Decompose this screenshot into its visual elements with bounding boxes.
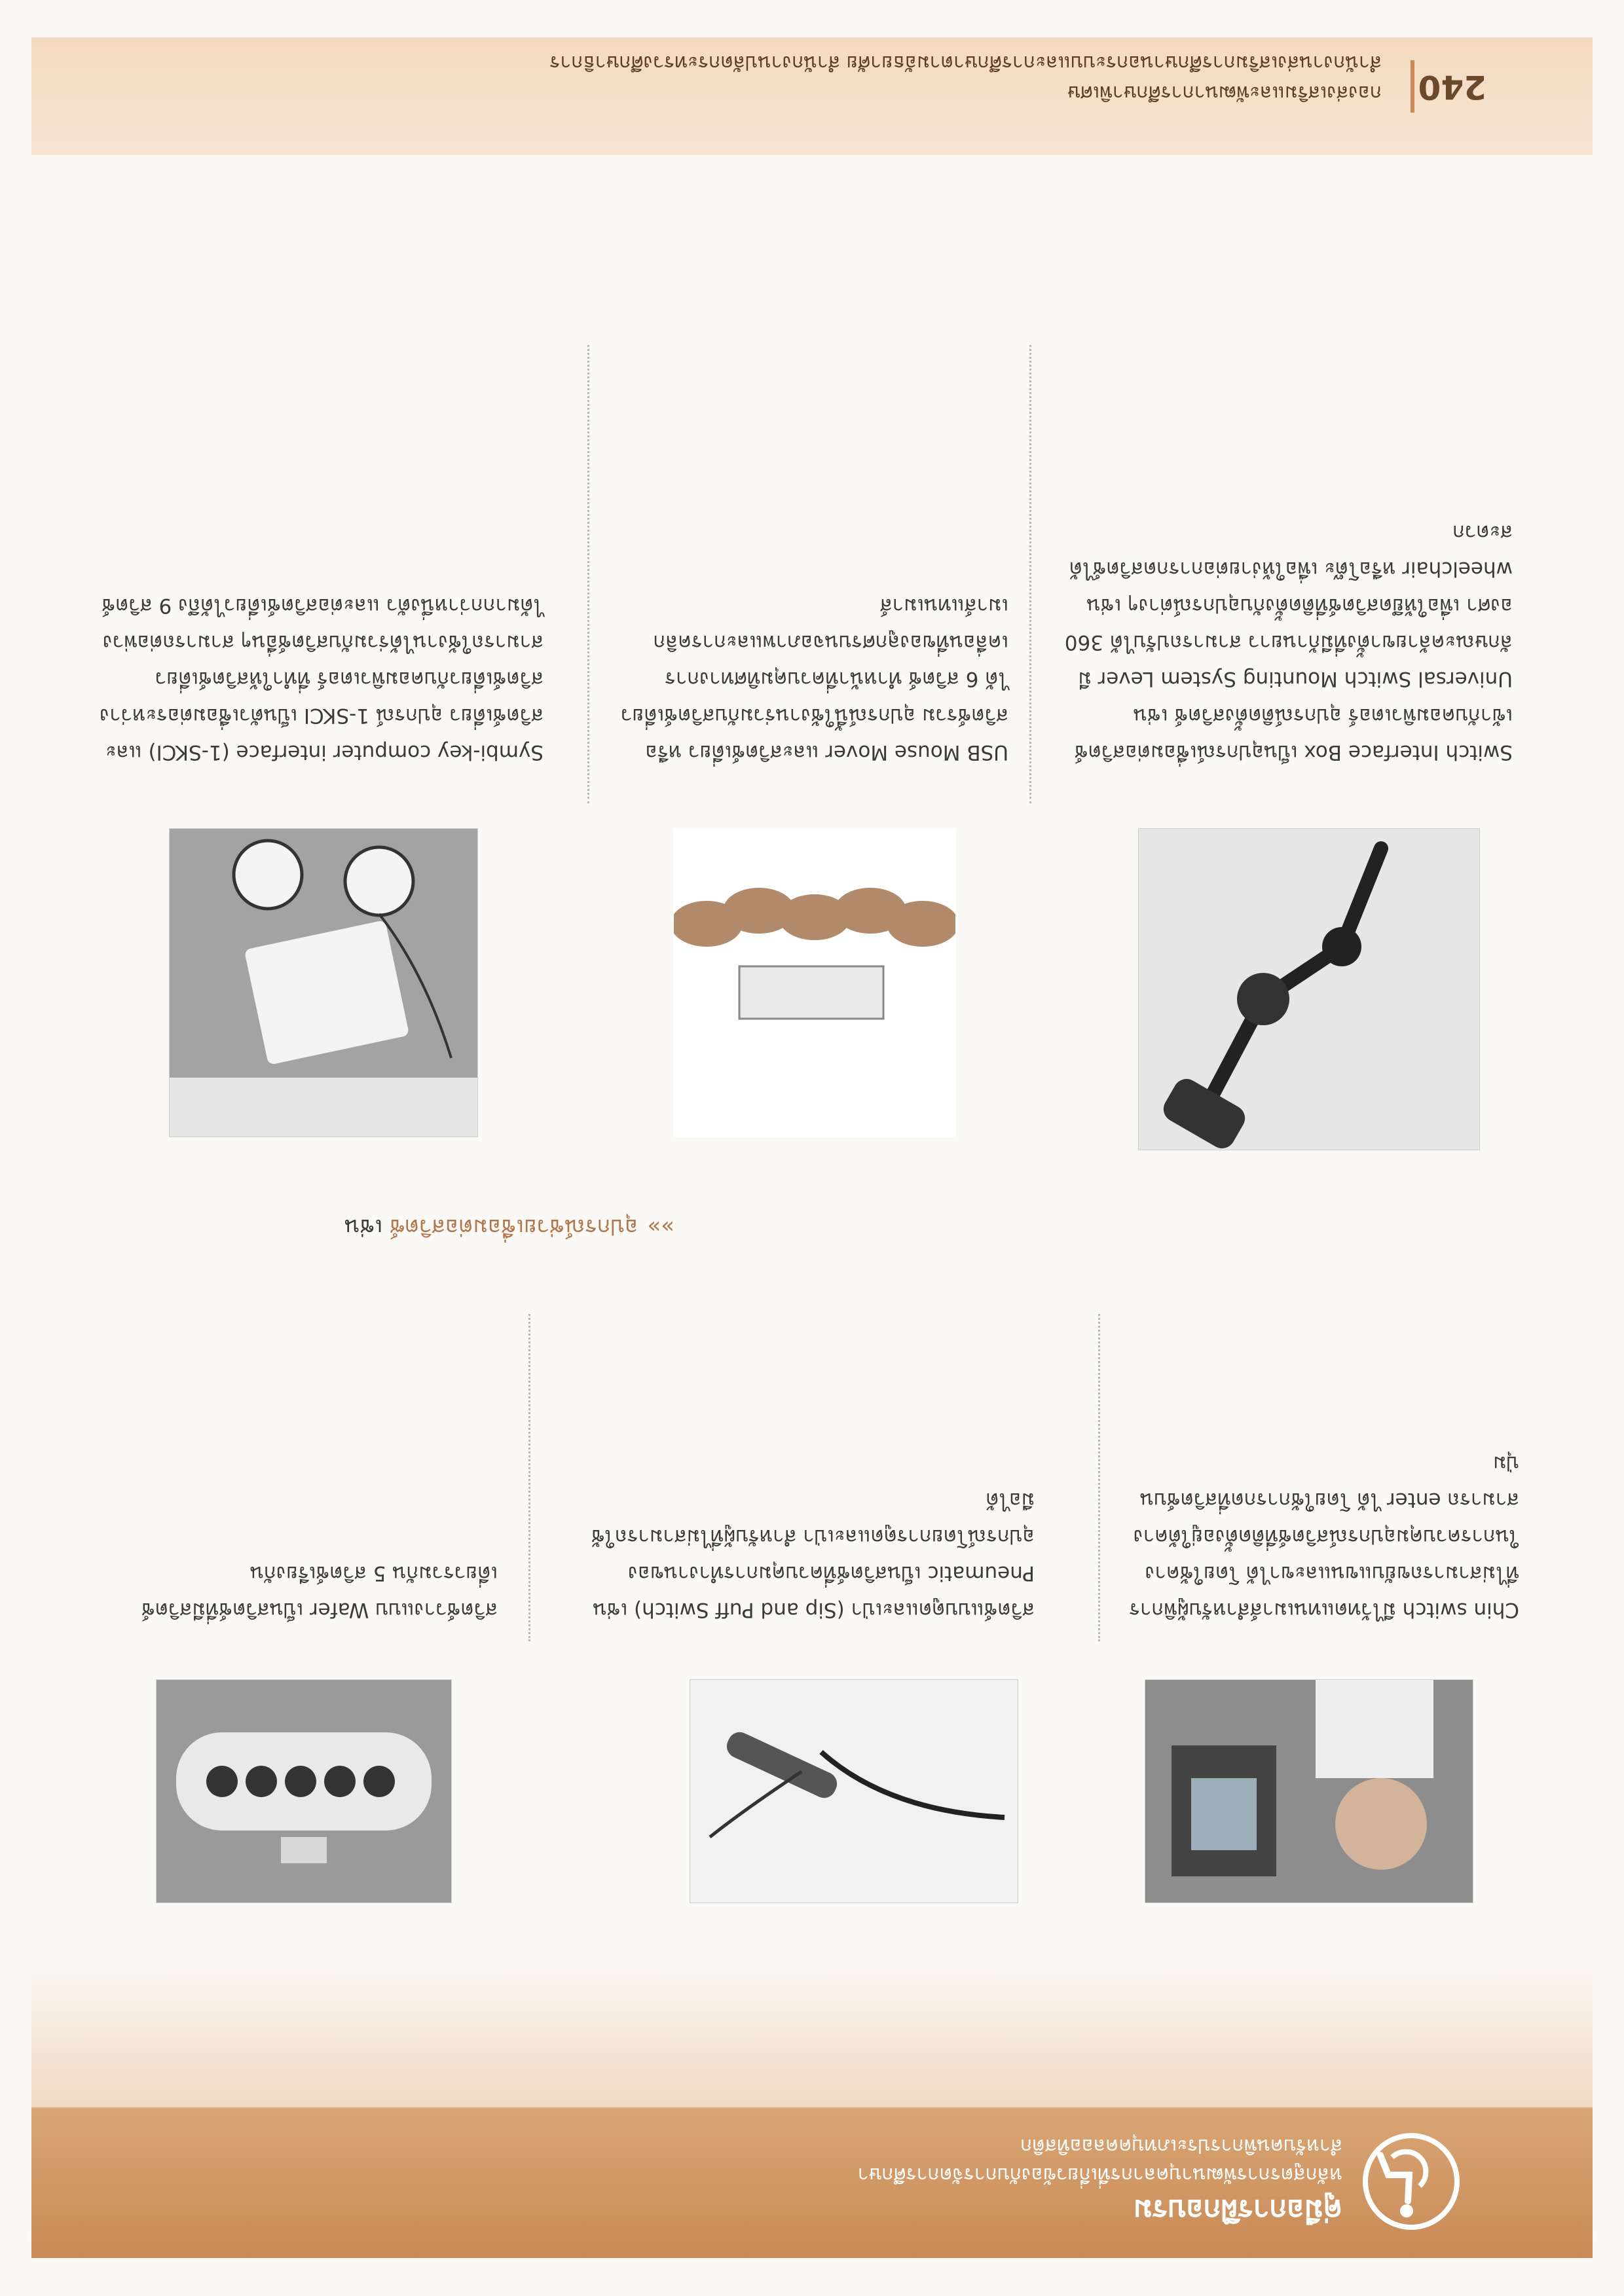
- page-number: 240: [1418, 68, 1486, 106]
- usb-mouse-mover-image: [674, 829, 955, 1137]
- column-separator: [587, 345, 589, 803]
- section-heading: [344, 1210, 674, 1245]
- sip-and-puff-image: [690, 1680, 1018, 1903]
- header-fade: [31, 1957, 1593, 2107]
- usb-mouse-mover-photo: [673, 828, 956, 1137]
- mounting-arm-description: Switch Interface Box เป็นอุปกรณ์เชื่อมต่อสวิตช์เข้ากับคอมพิวเตอร์ อุปกรณ์ติดตั้งสวิตช์ เช่น Universal Switch Mounting System Lever มีลักษณะคล้ายขาตั้งที่มีก้านยาว สามารถปรับได้ 360 องศา เพื่อให้ยึดสวิตช์ที่ติดตั้งกับอุปกรณ์ต่างๆ เช่น wheelchair หรือโต๊ะ เพื่อให้ง่ายต่อการกดสวิตช์ได้สะดวก: [1064, 520, 1513, 764]
- wafer-switch-description: สวิตช์วางแบบ Wafer เป็นสวิตช์ที่มีสวิตช์เดี่ยวรวมกัน 5 สวิตช์เรียงกัน: [141, 1561, 498, 1622]
- symbi-key-description: Symbi-key computer interface (1-SKCI) และสวิตช์เดี่ยว อุปกรณ์ 1-SKCI เป็นตัวเชื่อมต่อระหว่างสวิตช์เดี่ยวกับคอมพิวเตอร์ ที่ทำให้สวิตช์เดี่ยวสามารถใช้งานได้ร่วมกับสวิตช์อื่นๆ สามารถต่อพ่วงได้มากกว่าหนึ่งตัว และต่อสวิตช์เดี่ยวได้ถึง 9 สวิตช์: [100, 594, 544, 764]
- mounting-arm-image: [1139, 829, 1479, 1150]
- sip-and-puff-photo: [690, 1679, 1018, 1903]
- book-subtitle-line1: หลักสูตรการพัฒนาบุคลากรที่เกี่ยวข้องกับการจัดการศึกษา: [857, 2163, 1342, 2186]
- symbi-key-image: [170, 829, 477, 1137]
- section-heading-accent: อุปกรณ์ช่วยเชื่อมต่อสวิตซ์: [389, 1214, 638, 1240]
- wafer-switch-image: [157, 1680, 451, 1903]
- wheelchair-logo-icon: [1362, 2132, 1460, 2231]
- column-separator: [1098, 1314, 1100, 1641]
- book-subtitle-line2: สำหรับคนพิการประเภทบุคคลออทิสติก: [1020, 2134, 1342, 2157]
- section-heading-rest: เช่น: [344, 1214, 383, 1240]
- footer-divider: [1411, 60, 1414, 113]
- mounting-arm-photo: [1138, 828, 1480, 1150]
- wafer-switch-photo: [156, 1679, 452, 1903]
- column-separator: [528, 1314, 530, 1641]
- sip-and-puff-description: สวิตช์แบบดูดและเป่า (Sip and Puff Switch) เช่น Pneumatic เป็นสวิตช์ที่ควบคุมการทำงานของอุปกรณ์โดยการดูดและเป่า สำหรับผู้ที่ไม่สามารถใช้มือได้: [591, 1488, 1035, 1622]
- chin-switch-description: Chin switch มีไว้ทดแทนเมาส์สำหรับผู้พิการที่ไม่สามารถขยับแขนและขาได้ โดยใช้คางในการควบคุมอุปกรณ์สวิตช์ที่ติดตั้งอยู่ใต้คาง สามารถ enter ได้ โดยใช้การกดที่สวิตช์บนปุ่ม: [1129, 1451, 1519, 1622]
- footer-office: สำนักงานส่งเสริมการศึกษานอกระบบและการศึกษาตามอัธยาศัย สำนักงานปลัดกระทรวงศึกษาธิการ: [549, 51, 1382, 74]
- chin-switch-image: [1145, 1680, 1473, 1903]
- book-title: คู่มือการฝึกอบรม: [1133, 2193, 1342, 2227]
- column-separator: [1029, 345, 1031, 803]
- section-marker: »»: [647, 1214, 674, 1240]
- header-band: [31, 2107, 1593, 2258]
- usb-mouse-mover-description: USB Mouse Mover และสวิตช์เดี่ยว หรือสวิตช์รวม อุปกรณ์นี้ใช้งานร่วมกับสวิตช์เดี่ยวได้ 6 สวิตช์ ทำหน้าที่ควบคุมทิศทางการเคลื่อนที่ของลูกศรบนจอภาพและการคลิกเมาส์แทนเมาส์: [620, 594, 1008, 764]
- chin-switch-photo: [1145, 1679, 1473, 1903]
- symbi-key-photo: [169, 828, 478, 1137]
- footer-department: กองส่งเสริมและพัฒนาการศึกษาพิเศษ: [1067, 81, 1382, 104]
